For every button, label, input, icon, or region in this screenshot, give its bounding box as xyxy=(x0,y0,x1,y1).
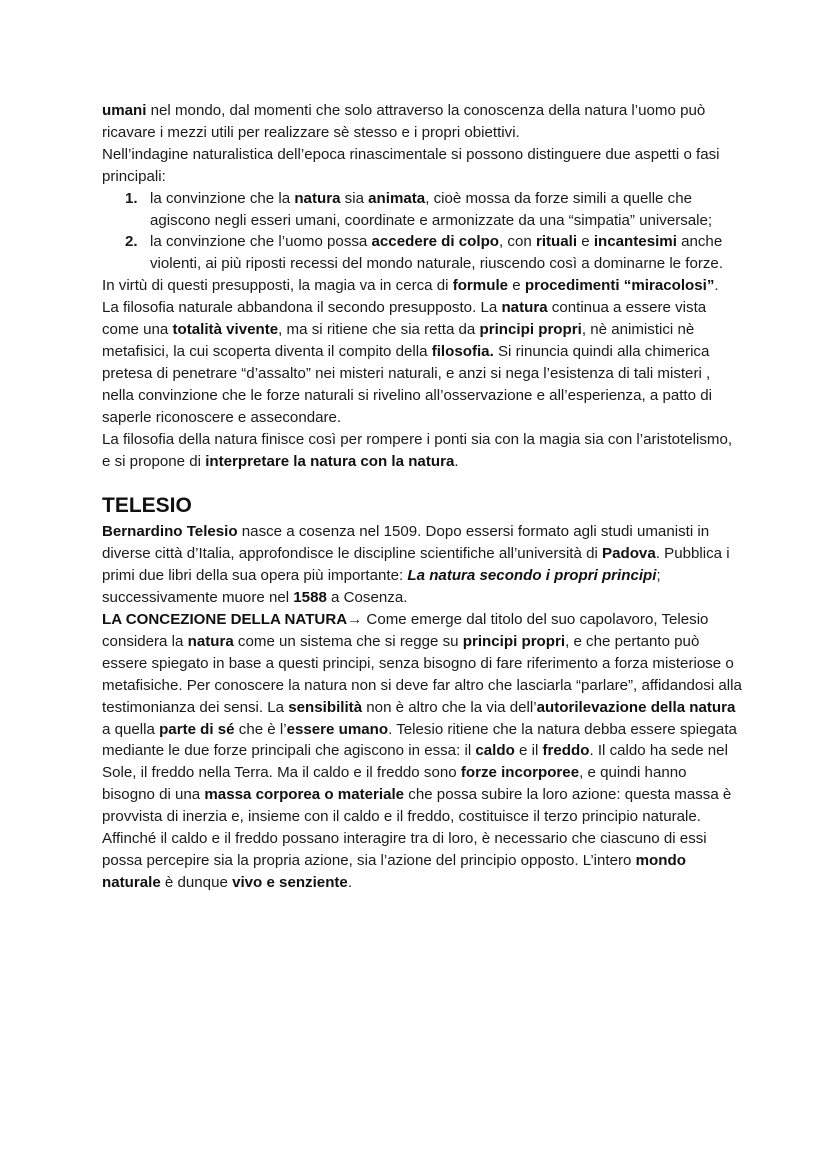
bold-text: animata xyxy=(368,189,426,207)
text-run: La filosofia della natura finisce così per rompere i ponti sia con la magia sia con l’aristotelismo, e si propone di xyxy=(102,430,733,470)
bold-text: natura xyxy=(501,299,548,317)
bold-text: autorilevazione della natura xyxy=(536,698,736,716)
phases-list xyxy=(102,188,742,276)
bold-text: mondo naturale xyxy=(102,852,686,891)
list-number: 1. xyxy=(125,189,138,207)
bold-text: interpretare la natura con la natura xyxy=(205,452,455,470)
text-run: . xyxy=(347,873,353,891)
paragraph-conclusion xyxy=(102,429,742,473)
bold-text: vivo e senziente xyxy=(232,873,348,891)
bold-text: incantesimi xyxy=(593,233,677,251)
bold-text: natura xyxy=(187,632,234,650)
paragraph-magic xyxy=(102,275,742,297)
text-run: non è altro che la via dell’ xyxy=(362,698,537,716)
bold-text: forze incorporee xyxy=(460,764,580,782)
paragraph-concept-of-nature xyxy=(102,609,742,828)
section-spacer xyxy=(102,472,742,491)
bold-text: formule xyxy=(452,277,509,295)
text-run: . Telesio ritiene che la natura debba essere spiegata mediante le due forze principali che agiscono in essa: il xyxy=(102,720,737,760)
text-run: la convinzione che l’uomo possa xyxy=(150,233,372,251)
bold-text: freddo xyxy=(542,742,590,760)
text-run: anche violenti, ai più riposti recessi del mondo naturale, riuscendo così a dominarne le forze. xyxy=(150,233,724,273)
paragraph-intro-1 xyxy=(102,100,742,144)
text-run: Affinché il caldo e il freddo possano interagire tra di loro, è necessario che ciascuno di essi possa percepire sia la propria azione, sia l’azione del principio opposto. L’intero xyxy=(102,830,707,869)
text-run: , con xyxy=(499,233,536,251)
text-run: , e che pertanto può essere spiegato in base a questi principi, senza bisogno di fare riferimento a forza misteriose o metafisiche. Per conoscere la natura non si deve far altro che lasciarla “parlare”, affidandosi alla testimonianza dei sensi. La xyxy=(102,632,742,716)
text-run: , ma si ritiene che sia retta da xyxy=(278,321,480,339)
text-run: nasce a cosenza nel 1509. Dopo essersi formato agli studi umanisti in diverse città d’Italia, approfondisce le discipline scientifiche all’università di xyxy=(102,523,710,563)
text-run: Si rinuncia quindi alla chimerica pretesa di penetrare “d’assalto” nei misteri naturali, e anzi si nega l’esistenza di tali misteri , nella convinzione che le forze naturali si rivelino all’osservazione e all’esperienza, a patto di saperle riconoscere e assecondare. xyxy=(102,342,712,426)
paragraph-living-world xyxy=(102,828,742,894)
document-page xyxy=(102,100,742,894)
section-heading-telesio: TELESIO xyxy=(102,494,192,518)
text-run: In virtù di questi presupposti, la magia va in cerca di xyxy=(102,277,453,295)
bold-text: La natura secondo i propri principi xyxy=(407,567,657,585)
text-run: e xyxy=(508,277,525,295)
text-run: e xyxy=(577,233,594,251)
list-item xyxy=(125,231,742,275)
bold-text: filosofia. xyxy=(431,342,494,360)
bold-text: accedere di colpo xyxy=(371,233,500,251)
text-run: e il xyxy=(514,742,543,760)
bold-text: caldo xyxy=(475,742,515,760)
bold-text: essere umano xyxy=(286,720,389,738)
list-item xyxy=(125,188,742,232)
text-run: . xyxy=(714,277,719,295)
bold-text: LA CONCEZIONE DELLA NATURA xyxy=(102,611,348,629)
text-run: . Pubblica i primi due libri della sua opera più importante: xyxy=(102,545,730,585)
bold-text: procedimenti “miracolosi” xyxy=(524,277,715,295)
text-run: continua a essere vista come una xyxy=(102,299,707,339)
text-run: La filosofia naturale abbandona il secondo presupposto. La xyxy=(102,299,502,317)
text-run: che è l’ xyxy=(234,720,287,738)
text-run: la convinzione che la xyxy=(150,189,295,207)
bold-text: umani xyxy=(102,102,147,119)
text-run: , nè animistici nè metafisici, la cui scoperta diventa il compito della xyxy=(102,321,695,360)
text-run: che possa subire la loro azione: questa massa è provvista di inerzia e, insieme con il caldo e il freddo, costituisce il terzo principio naturale. xyxy=(102,786,732,826)
bold-text: totalità vivente xyxy=(172,321,279,339)
list-item-text xyxy=(150,190,712,229)
bold-text: principi propri xyxy=(479,321,582,339)
bold-text: natura xyxy=(294,189,341,207)
text-run: → Come emerge dal titolo del suo capolavoro, Telesio considera la xyxy=(102,611,709,650)
text-run: Nell’indagine naturalistica dell’epoca rinascimentale si possono distinguere due aspetti o fasi principali: xyxy=(102,145,720,185)
paragraph-intro-2 xyxy=(102,144,742,188)
text-run: . Il caldo ha sede nel Sole, il freddo nella Terra. Ma il caldo e il freddo sono xyxy=(102,742,728,782)
text-run: ; successivamente muore nel xyxy=(102,567,661,607)
bold-text: sensibilità xyxy=(288,698,363,716)
text-run: a quella xyxy=(102,720,160,738)
text-run: a Cosenza. xyxy=(326,589,408,607)
bold-text: parte di sé xyxy=(159,720,235,738)
text-run: sia xyxy=(340,189,369,207)
paragraph-telesio-bio xyxy=(102,521,742,609)
list-number: 2. xyxy=(125,233,138,251)
bold-text: 1588 xyxy=(293,589,327,607)
bold-text: Padova xyxy=(602,545,656,563)
bold-text: rituali xyxy=(535,233,578,251)
text-run: , cioè mossa da forze simili a quelle che agiscono negli esseri umani, coordinate e armonizzate da una “simpatia” universale; xyxy=(150,189,713,229)
bold-text: principi propri xyxy=(462,632,566,650)
bold-text: massa corporea o materiale xyxy=(204,786,405,804)
text-run: nel mondo, dal momenti che solo attraverso la conoscenza della natura l’uomo può ricavare i mezzi utili per realizzare sè stesso e i propri obiettivi. xyxy=(102,102,706,141)
text-run: , e quindi hanno bisogno di una xyxy=(102,764,687,804)
text-run: come un sistema che si regge su xyxy=(233,632,463,650)
paragraph-natural-philosophy xyxy=(102,297,742,428)
bold-text: Bernardino Telesio xyxy=(102,523,238,541)
text-run: . xyxy=(454,452,459,470)
list-item-text xyxy=(150,233,723,272)
text-run: è dunque xyxy=(160,873,233,891)
